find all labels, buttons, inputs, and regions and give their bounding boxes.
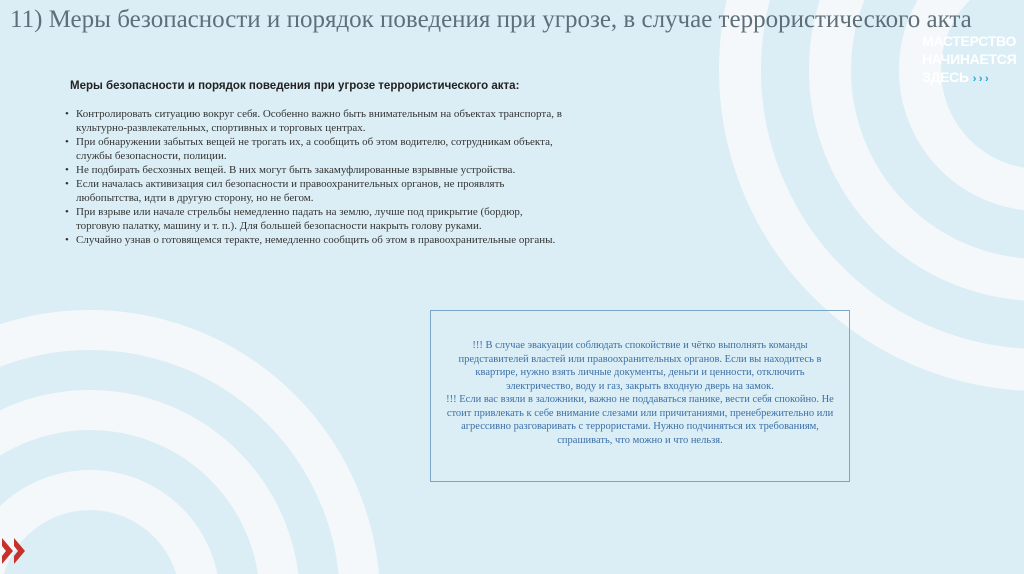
slide-title: 11) Меры безопасности и порядок поведения при угрозе, в случае террористического акта <box>10 6 972 33</box>
evacuation-notice: !!! В случае эвакуации соблюдать спокойствие и чётко выполнять команды представителей властей или правоохранительных органов. Если вы находитесь в квартире, нужно взять личные документы, деньги и ценности, отключить электричество, воду и газ, закрыть входную дверь на замок. <box>458 340 822 392</box>
hostage-notice: !!! Если вас взяли в заложники, важно не поддаваться панике, вести себя спокойно. Не стоит привлекать к себе внимание слезами или причитаниями, пренебрежительно или агрессивно разговаривать с террористами. Нужно подчиняться их требованиям, спрашивать, что можно и что нельзя. <box>446 394 834 446</box>
list-item: • При обнаружении забытых вещей не трогать их, а сообщить об этом водителю, сотрудникам объекта, службы безопасности, полиции. <box>64 135 564 163</box>
evacuation-notice-box <box>430 310 850 482</box>
logo-line-1: МАСТЕРСТВО <box>922 33 1017 49</box>
list-item: • Контролировать ситуацию вокруг себя. Особенно важно быть внимательным на объектах транспорта, в культурно-развлекательных, спортивных и торговых центрах. <box>64 107 564 135</box>
list-item: • Если началась активизация сил безопасности и правоохранительных органов, не проявлять любопытства, идти в другую сторону, но не бегом. <box>64 177 564 205</box>
logo-arrows-icon: › › › <box>972 73 989 85</box>
slide-nav-icon[interactable] <box>0 536 34 566</box>
logo-line-3: ЗДЕСЬ › › › <box>922 69 989 85</box>
logo-line-2: НАЧИНАЕТСЯ <box>922 51 1017 67</box>
brand-logo <box>922 32 1024 88</box>
list-item: • Случайно узнав о готовящемся теракте, немедленно сообщить об этом в правоохранительные органы. <box>64 233 564 247</box>
safety-rules-list <box>64 107 564 247</box>
list-item: • При взрыве или начале стрельбы немедленно падать на землю, лучше под прикрытие (бордюр, торговую палатку, машину и т. п.). Для большей безопасности накрыть голову руками. <box>64 205 564 233</box>
list-item: • Не подбирать бесхозных вещей. В них могут быть закамуфлированные взрывные устройства. <box>64 163 564 177</box>
content-heading: Меры безопасности и порядок поведения при угрозе террористического акта: <box>70 80 520 92</box>
